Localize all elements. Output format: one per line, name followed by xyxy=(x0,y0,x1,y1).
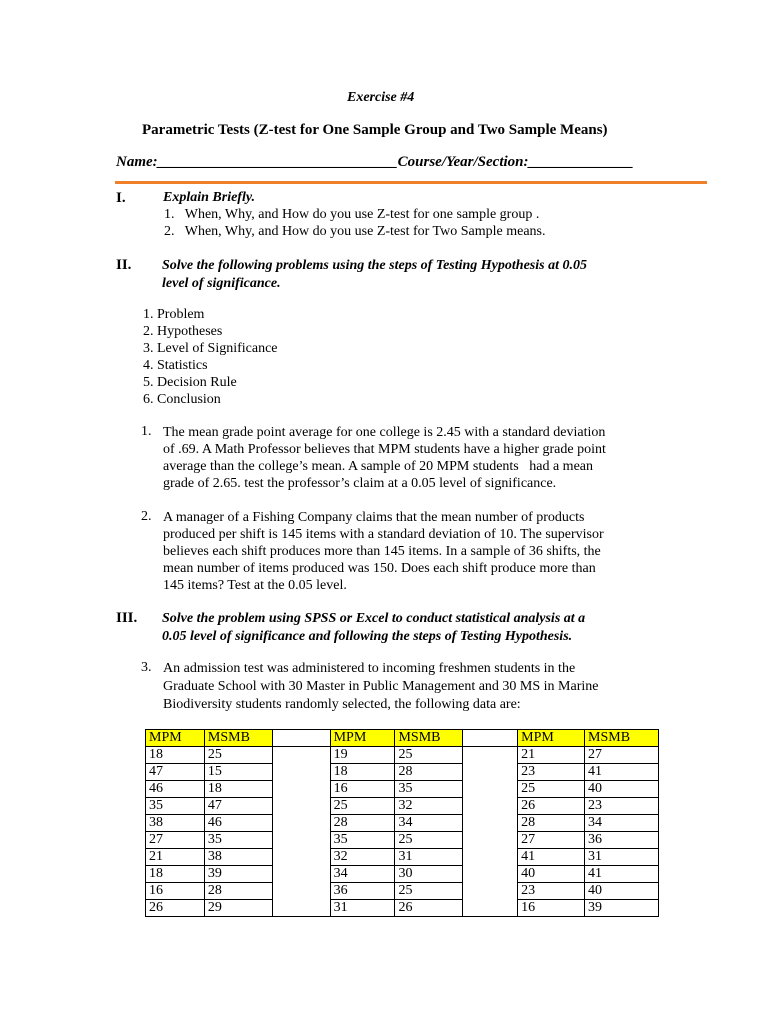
mpm-score-cell: 28 xyxy=(330,815,395,832)
mpm-score-cell: 23 xyxy=(518,883,585,900)
msmb-score-cell: 23 xyxy=(585,798,659,815)
section-1-items xyxy=(164,206,546,240)
msmb-score-cell: 41 xyxy=(585,764,659,781)
column-header-msmb: MSMB xyxy=(585,730,659,747)
msmb-score-cell: 39 xyxy=(585,900,659,917)
section-2-heading-line1: Solve the following problems using the steps of Testing Hypothesis at 0.05 xyxy=(162,258,587,273)
column-header-mpm: MPM xyxy=(518,730,585,747)
column-header-msmb: MSMB xyxy=(395,730,463,747)
exercise-number: Exercise #4 xyxy=(347,90,415,105)
table-row xyxy=(146,781,659,798)
msmb-score-cell: 38 xyxy=(204,849,272,866)
mpm-score-cell: 28 xyxy=(518,815,585,832)
hypothesis-steps-list xyxy=(143,306,278,408)
table-spacer xyxy=(463,764,518,781)
mpm-score-cell: 41 xyxy=(518,849,585,866)
table-spacer xyxy=(463,798,518,815)
mpm-score-cell: 35 xyxy=(330,832,395,849)
mpm-score-cell: 16 xyxy=(518,900,585,917)
table-row xyxy=(146,866,659,883)
msmb-score-cell: 30 xyxy=(395,866,463,883)
problem-1-text xyxy=(163,424,606,492)
msmb-score-cell: 41 xyxy=(585,866,659,883)
table-spacer xyxy=(272,832,330,849)
step-item: 1. Problem xyxy=(143,307,205,322)
table-row xyxy=(146,900,659,917)
section-2-numeral: II. xyxy=(116,257,132,273)
mpm-score-cell: 40 xyxy=(518,866,585,883)
table-spacer xyxy=(272,798,330,815)
problem-3-text xyxy=(163,660,598,714)
msmb-score-cell: 40 xyxy=(585,883,659,900)
mpm-score-cell: 27 xyxy=(146,832,205,849)
mpm-score-cell: 18 xyxy=(330,764,395,781)
orange-divider xyxy=(115,181,707,184)
section-1-heading: Explain Briefly. xyxy=(163,190,256,205)
name-course-line: Name:________________________________Course/Year/Section:______________ xyxy=(116,154,634,170)
column-header-mpm: MPM xyxy=(146,730,205,747)
table-spacer xyxy=(463,747,518,764)
mpm-score-cell: 27 xyxy=(518,832,585,849)
msmb-score-cell: 27 xyxy=(585,747,659,764)
document-title: Parametric Tests (Z-test for One Sample Group and Two Sample Means) xyxy=(142,122,608,138)
table-spacer xyxy=(272,747,330,764)
step-item: 4. Statistics xyxy=(143,358,208,373)
table-row xyxy=(146,747,659,764)
section-3-numeral: III. xyxy=(116,610,138,626)
problem-line: of .69. A Math Professor believes that MPM students have a higher grade point xyxy=(163,442,606,457)
problem-line: average than the college’s mean. A sample of 20 MPM students had a mean xyxy=(163,459,594,474)
msmb-score-cell: 40 xyxy=(585,781,659,798)
msmb-score-cell: 31 xyxy=(395,849,463,866)
mpm-score-cell: 36 xyxy=(330,883,395,900)
msmb-score-cell: 28 xyxy=(395,764,463,781)
mpm-score-cell: 26 xyxy=(146,900,205,917)
problem-line: mean number of items produced was 150. Does each shift produce more than xyxy=(163,561,596,576)
msmb-score-cell: 39 xyxy=(204,866,272,883)
column-header-mpm: MPM xyxy=(330,730,395,747)
table-spacer xyxy=(272,883,330,900)
problem-line: produced per shift is 145 items with a standard deviation of 10. The supervisor xyxy=(163,527,604,542)
table-row xyxy=(146,883,659,900)
msmb-score-cell: 35 xyxy=(395,781,463,798)
problem-line: Biodiversity students randomly selected, the following data are: xyxy=(163,697,521,712)
msmb-score-cell: 18 xyxy=(204,781,272,798)
table-row xyxy=(146,764,659,781)
mpm-score-cell: 16 xyxy=(330,781,395,798)
mpm-score-cell: 25 xyxy=(518,781,585,798)
msmb-score-cell: 25 xyxy=(204,747,272,764)
table-spacer xyxy=(463,883,518,900)
table-spacer xyxy=(463,900,518,917)
table-spacer xyxy=(272,730,330,747)
mpm-score-cell: 34 xyxy=(330,866,395,883)
problem-2-number: 2. xyxy=(141,509,152,524)
problem-2-text xyxy=(163,509,604,594)
table-spacer xyxy=(272,849,330,866)
mpm-score-cell: 26 xyxy=(518,798,585,815)
section-3-heading-line2: 0.05 level of significance and following the steps of Testing Hypothesis. xyxy=(162,629,573,644)
problem-line: grade of 2.65. test the professor’s claim at a 0.05 level of significance. xyxy=(163,476,557,491)
mpm-score-cell: 38 xyxy=(146,815,205,832)
table-row xyxy=(146,815,659,832)
table-spacer xyxy=(463,866,518,883)
problem-line: 145 items? Test at the 0.05 level. xyxy=(163,578,347,593)
problem-line: A manager of a Fishing Company claims that the mean number of products xyxy=(163,510,585,525)
mpm-score-cell: 18 xyxy=(146,866,205,883)
table-spacer xyxy=(463,815,518,832)
step-item: 5. Decision Rule xyxy=(143,375,237,390)
step-item: 2. Hypotheses xyxy=(143,324,223,339)
mpm-score-cell: 35 xyxy=(146,798,205,815)
problem-3-number: 3. xyxy=(141,660,152,675)
mpm-score-cell: 23 xyxy=(518,764,585,781)
msmb-score-cell: 36 xyxy=(585,832,659,849)
step-item: 6. Conclusion xyxy=(143,392,221,407)
table-row xyxy=(146,849,659,866)
problem-1-number: 1. xyxy=(141,424,152,439)
mpm-score-cell: 32 xyxy=(330,849,395,866)
msmb-score-cell: 32 xyxy=(395,798,463,815)
msmb-score-cell: 25 xyxy=(395,747,463,764)
table-spacer xyxy=(463,781,518,798)
section-1-item: 2. When, Why, and How do you use Z-test for Two Sample means. xyxy=(164,224,546,239)
table-row xyxy=(146,798,659,815)
table-row xyxy=(146,832,659,849)
table-spacer xyxy=(463,730,518,747)
table-spacer xyxy=(272,781,330,798)
table-spacer xyxy=(463,832,518,849)
mpm-score-cell: 31 xyxy=(330,900,395,917)
table-spacer xyxy=(272,764,330,781)
section-3-heading-line1: Solve the problem using SPSS or Excel to conduct statistical analysis at a xyxy=(162,611,586,626)
msmb-score-cell: 35 xyxy=(204,832,272,849)
msmb-score-cell: 28 xyxy=(204,883,272,900)
msmb-score-cell: 31 xyxy=(585,849,659,866)
mpm-score-cell: 47 xyxy=(146,764,205,781)
msmb-score-cell: 29 xyxy=(204,900,272,917)
problem-line: Graduate School with 30 Master in Public Management and 30 MS in Marine xyxy=(163,679,599,694)
problem-line: An admission test was administered to incoming freshmen students in the xyxy=(163,661,576,676)
column-header-msmb: MSMB xyxy=(204,730,272,747)
table-header-row xyxy=(146,730,659,747)
section-2-heading-line2: level of significance. xyxy=(162,276,281,291)
mpm-score-cell: 21 xyxy=(146,849,205,866)
msmb-score-cell: 26 xyxy=(395,900,463,917)
problem-line: The mean grade point average for one college is 2.45 with a standard deviation xyxy=(163,425,606,440)
msmb-score-cell: 46 xyxy=(204,815,272,832)
mpm-score-cell: 18 xyxy=(146,747,205,764)
table-spacer xyxy=(463,849,518,866)
step-item: 3. Level of Significance xyxy=(143,341,278,356)
msmb-score-cell: 34 xyxy=(585,815,659,832)
msmb-score-cell: 47 xyxy=(204,798,272,815)
mpm-score-cell: 21 xyxy=(518,747,585,764)
msmb-score-cell: 34 xyxy=(395,815,463,832)
mpm-score-cell: 46 xyxy=(146,781,205,798)
table-spacer xyxy=(272,900,330,917)
section-1-numeral: I. xyxy=(116,190,126,206)
msmb-score-cell: 25 xyxy=(395,883,463,900)
section-1-item: 1. When, Why, and How do you use Z-test for one sample group . xyxy=(164,207,540,222)
mpm-score-cell: 19 xyxy=(330,747,395,764)
msmb-score-cell: 15 xyxy=(204,764,272,781)
table-spacer xyxy=(272,815,330,832)
problem-line: believes each shift produces more than 145 items. In a sample of 36 shifts, the xyxy=(163,544,601,559)
mpm-score-cell: 25 xyxy=(330,798,395,815)
admission-scores-table xyxy=(145,729,659,917)
mpm-score-cell: 16 xyxy=(146,883,205,900)
table-spacer xyxy=(272,866,330,883)
msmb-score-cell: 25 xyxy=(395,832,463,849)
